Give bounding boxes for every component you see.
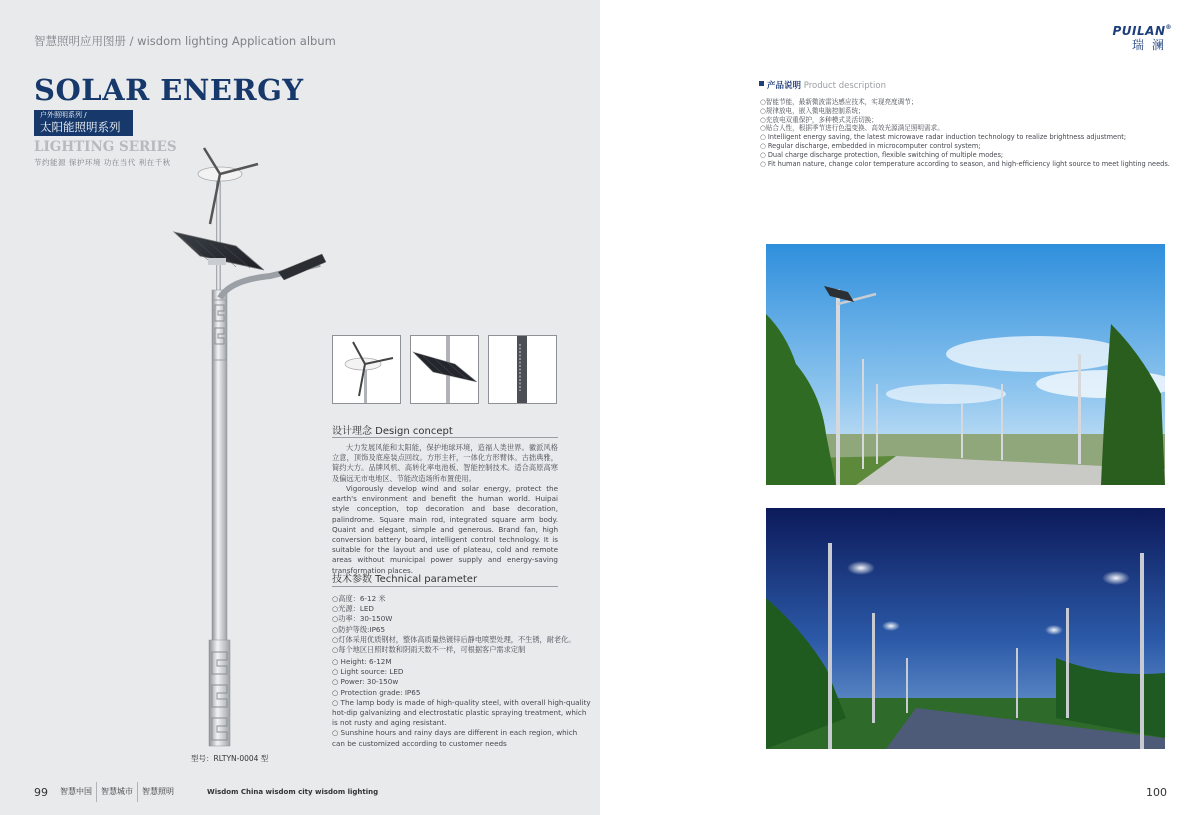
technical-cn-list <box>332 594 575 655</box>
design-concept-title: 设计理念 Design concept <box>332 426 453 437</box>
list-item: ○ Light source: LED <box>332 667 404 677</box>
list-item: ○ Height: 6-12M <box>332 657 392 666</box>
list-item: ○智能节能，最新微波雷达感应技术，实现亮度调节； <box>760 98 918 106</box>
logo-registered-mark: ® <box>1165 24 1172 31</box>
section-divider <box>332 586 558 587</box>
list-item: ○光源：LED <box>332 604 374 614</box>
list-item: ○高度：6-12 米 <box>332 594 386 603</box>
album-header: 智慧照明应用图册 / wisdom lighting Application album <box>34 34 336 48</box>
technical-en-list <box>332 657 591 749</box>
product-description-cn: 产品说明 <box>767 81 802 91</box>
design-concept-cn: 大力发展风能和太阳能，保护地球环境，造福人类世界。徽派风格立意，顶饰及底座装点回纹。方形主杆，一体化方形臂体。古拙典雅，简约大方。品牌风机、高转化率电池板、智能控制技术。适合高原高寒及偏远无市电地区、节能改造场所布置使用。 <box>332 443 558 483</box>
list-item: ○ Fit human nature, change color temperature according to season, and high-efficiency light source to meet lighting needs. <box>760 159 1170 168</box>
technical-parameter-title: 技术参数 Technical parameter <box>332 574 478 585</box>
list-item: ○充放电双重保护，多种模式灵活切换； <box>760 115 878 124</box>
list-item: ○ Dual charge discharge protection, flexible switching of multiple modes; <box>760 150 1004 159</box>
footer-nav-item: 智慧照明 <box>142 787 174 796</box>
footer-nav <box>56 782 178 802</box>
slogan: 节约能源 保护环境 功在当代 利在千秋 <box>34 158 171 167</box>
thumbnail-solar-panel <box>410 335 479 404</box>
street-light-pole-image <box>160 140 340 755</box>
series-big-label: 太阳能照明系列 <box>40 120 121 134</box>
design-concept-en: Vigorously develop wind and solar energy, protect the earth's environment and benefit the human world. Huipai style conception, top decoration and base decoration, palindrome. Square main rod, integrated square arm body. Quaint and elegant, simple and generous. Brand fan, high conversion battery board, intelligent control technology. It is suitable for the layout and use of plateau, cold and remote areas without municipal power supply and energy-saving transformation places. <box>332 484 558 575</box>
footer-english: Wisdom China wisdom city wisdom lighting <box>207 788 379 796</box>
list-item: ○ The lamp body is made of high-quality steel, with overall high-quality <box>332 697 591 707</box>
product-description-heading <box>767 79 886 91</box>
page-number-left: 99 <box>34 786 48 799</box>
series-small-label: 户外照明系列 / <box>40 111 87 119</box>
product-description-list <box>760 98 1170 168</box>
wind-turbine-image <box>333 336 400 403</box>
brand-logo <box>1092 24 1172 53</box>
page-title: SOLAR ENERGY <box>34 73 304 107</box>
list-item: ○ Regular discharge, embedded in microcomputer control system; <box>760 141 981 150</box>
product-description-en: Product description <box>803 81 886 91</box>
list-item: ○贴合人性，根据季节进行色温变换、高效光源满足照明需求。 <box>760 124 944 133</box>
logo-latin: PUILAN <box>1112 24 1166 38</box>
footer-nav-item: 智慧中国 <box>56 782 97 802</box>
list-item: ○ Power: 30-150w <box>332 677 399 687</box>
list-item: ○灯体采用优质钢材，整体高质量热镀锌后静电喷塑处理，不生锈，耐老化。 <box>332 634 576 644</box>
thumbnail-wind-turbine <box>332 335 401 404</box>
list-item: ○规律放电，嵌入微电脑控制系统； <box>760 106 865 115</box>
series-badge <box>34 110 133 136</box>
solar-panel-image <box>411 336 478 403</box>
list-item: ○ Sunshine hours and rainy days are different in each region, which <box>332 728 578 738</box>
page-number-right: 100 <box>1146 786 1167 799</box>
list-item: ○ Protection grade: IP65 <box>332 687 421 697</box>
pole-detail-image <box>489 336 556 403</box>
list-item: hot-dip galvanizing and electrostatic plastic spraying treatment, which <box>332 708 587 718</box>
model-label: 型号：RLTYN-0004 型 <box>191 754 269 763</box>
logo-chinese: 瑞澜 <box>1131 38 1172 52</box>
list-item: ○ Intelligent energy saving, the latest microwave radar induction technology to realize brightness adjustment; <box>760 133 1127 142</box>
list-item: ○每个地区日照时数和阴雨天数不一样，可根据客户需求定制 <box>332 645 526 655</box>
right-page <box>600 0 1200 815</box>
list-item: is not rusty and aging resistant. <box>332 718 447 728</box>
list-item: ○功率：30-150W <box>332 614 393 624</box>
nighttime-road-photo <box>766 508 1165 749</box>
square-bullet-icon <box>759 81 764 86</box>
daytime-road-photo <box>766 244 1165 485</box>
list-item: ○防护等级:IP65 <box>332 624 386 634</box>
list-item: can be customized according to customer needs <box>332 738 507 748</box>
section-divider <box>332 437 558 438</box>
thumbnail-pole-detail <box>488 335 557 404</box>
lighting-series-label: LIGHTING SERIES <box>34 139 177 155</box>
footer-nav-item: 智慧城市 <box>97 782 138 802</box>
